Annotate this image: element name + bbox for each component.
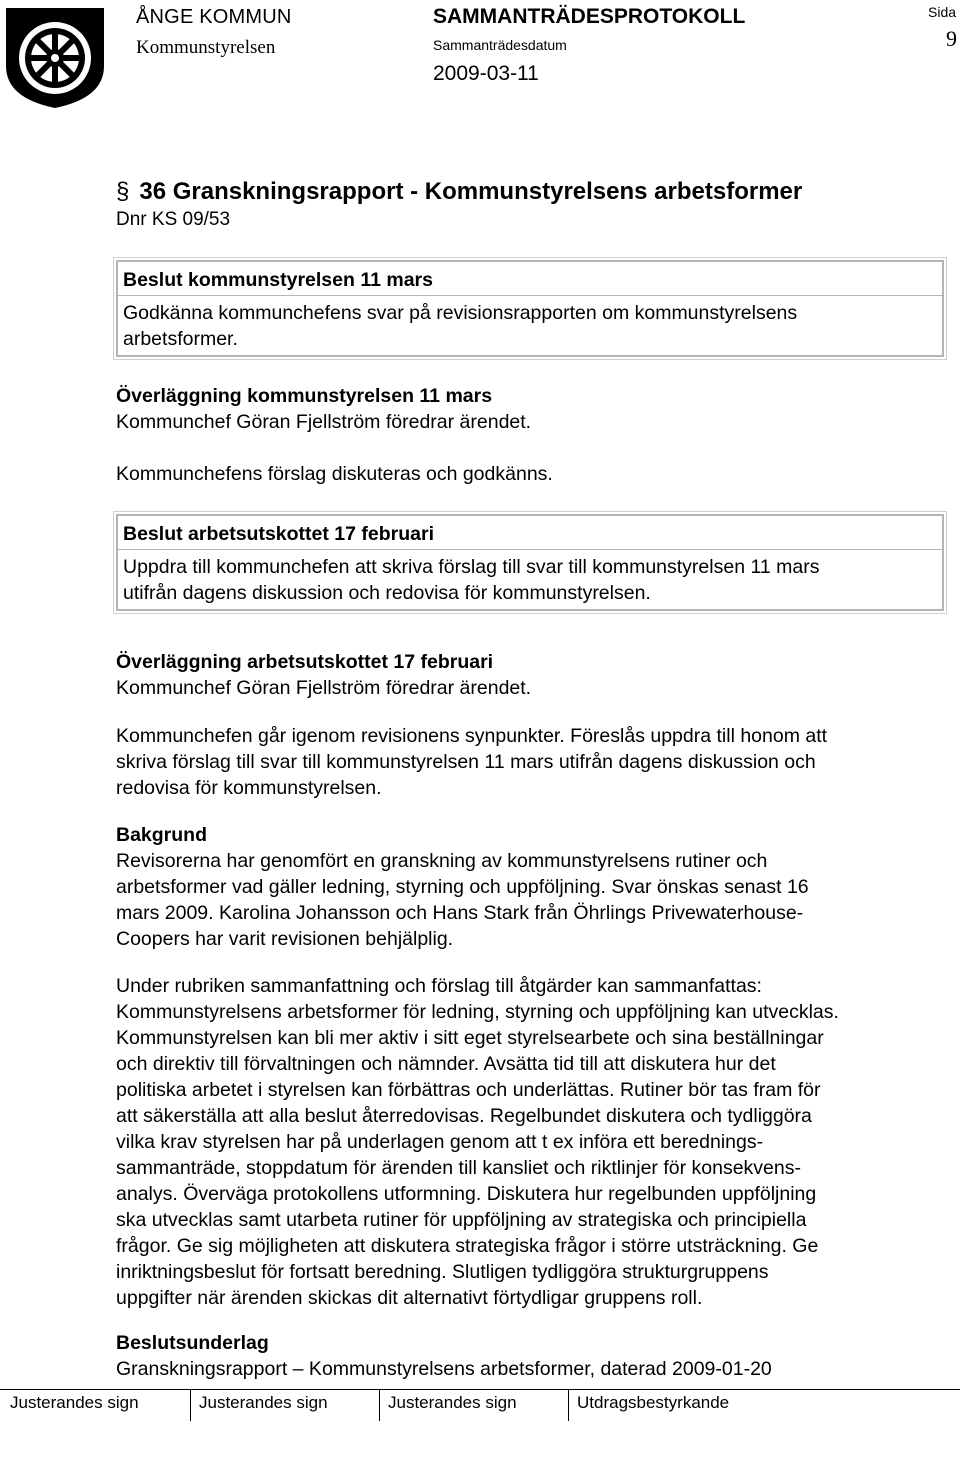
text-line: analys. Överväga protokollens utformning. Diskutera hur regelbunden uppföljning	[116, 1183, 817, 1205]
deliberation-au-heading: Överläggning arbetsutskottet 17 februari	[116, 651, 494, 673]
footer-certification: Utdragsbestyrkande	[577, 1393, 730, 1412]
text-line: redovisa för kommunstyrelsen.	[116, 777, 382, 799]
decision-ks-line: arbetsformer.	[123, 328, 238, 350]
footer-signature-1: Justerandes sign	[10, 1393, 139, 1412]
deliberation-ks-line: Kommunchef Göran Fjellström föredrar ärendet.	[116, 411, 532, 433]
decision-au-heading: Beslut arbetsutskottet 17 februari	[117, 515, 943, 550]
text-line: att säkerställa att alla beslut återredovisas. Regelbundet diskutera och tydliggöra	[116, 1105, 812, 1127]
municipal-coat-of-arms-icon	[2, 4, 108, 110]
date-label: Sammanträdesdatum	[433, 37, 567, 53]
decision-au-line: Uppdra till kommunchefen att skriva förslag till svar till kommunstyrelsen 11 mars	[123, 556, 820, 578]
footer-divider	[0, 1389, 960, 1390]
text-line: Kommunstyrelsen kan bli mer aktiv i sitt eget styrelsearbete och sina beställningar	[116, 1027, 824, 1049]
section-title	[116, 178, 802, 206]
deliberation-ks-heading: Överläggning kommunstyrelsen 11 mars	[116, 385, 493, 407]
background-paragraph	[116, 848, 809, 952]
text-line: frågor. Ge sig möjligheten att diskutera strategiska frågor i större utsträckning. Ge	[116, 1235, 819, 1257]
summary-paragraph	[116, 973, 839, 1311]
page-number: 9	[946, 26, 957, 51]
decision-basis-heading: Beslutsunderlag	[116, 1332, 269, 1354]
document-type: SAMMANTRÄDESPROTOKOLL	[433, 5, 746, 28]
organization-name: ÅNGE KOMMUN	[136, 6, 292, 28]
meeting-date: 2009-03-11	[433, 62, 539, 85]
text-line: politiska arbetet i styrelsen kan förbättras och underlättas. Rutiner bör tas fram för	[116, 1079, 821, 1101]
section-title-text: 36 Granskningsrapport - Kommunstyrelsens arbetsformer	[139, 178, 803, 205]
decision-ks-box	[116, 260, 944, 357]
footer-signature-3: Justerandes sign	[388, 1393, 517, 1412]
decision-au-box	[116, 514, 944, 611]
decision-au-body	[117, 550, 943, 610]
footer-column-divider	[568, 1389, 569, 1421]
decision-au-line: utifrån dagens diskussion och redovisa för kommunstyrelsen.	[123, 582, 651, 604]
text-line: mars 2009. Karolina Johansson och Hans Stark från Öhrlings Privewaterhouse-	[116, 902, 804, 924]
footer-signature-2: Justerandes sign	[199, 1393, 328, 1412]
deliberation-au-paragraph	[116, 723, 827, 801]
page-label: Sida	[928, 4, 957, 20]
text-line: sammanträde, stoppdatum för ärenden till kansliet och riktlinjer för konsekvens-	[116, 1157, 801, 1179]
decision-ks-line: Godkänna kommunchefens svar på revisionsrapporten om kommunstyrelsens	[123, 302, 798, 324]
paragraph-symbol: §	[116, 178, 130, 205]
decision-ks-body	[117, 296, 943, 356]
text-line: arbetsformer vad gäller ledning, styrning och uppföljning. Svar önskas senast 16	[116, 876, 809, 898]
text-line: Kommunstyrelsens arbetsformer för ledning, styrning och uppföljning kan utvecklas.	[116, 1001, 839, 1023]
text-line: Kommunchefen går igenom revisionens synpunkter. Föreslås uppdra till honom att	[116, 725, 828, 747]
text-line: Revisorerna har genomfört en granskning av kommunstyrelsens rutiner och	[116, 850, 768, 872]
footer-column-divider	[379, 1389, 380, 1421]
deliberation-au-line: Kommunchef Göran Fjellström föredrar ärendet.	[116, 677, 532, 699]
footer-column-divider	[190, 1389, 191, 1421]
decision-ks-heading: Beslut kommunstyrelsen 11 mars	[117, 261, 943, 296]
text-line: och direktiv till förvaltningen och nämnder. Avsätta tid till att diskutera hur det	[116, 1053, 776, 1075]
background-heading: Bakgrund	[116, 824, 208, 846]
case-number: Dnr KS 09/53	[116, 209, 231, 230]
deliberation-ks-line: Kommunchefens förslag diskuteras och godkänns.	[116, 463, 553, 485]
department-name: Kommunstyrelsen	[136, 37, 276, 58]
text-line: skriva förslag till svar till kommunstyrelsen 11 mars utifrån dagens diskussion och	[116, 751, 816, 773]
text-line: vilka krav styrelsen har på underlagen genom att t ex införa ett berednings-	[116, 1131, 764, 1153]
text-line: inriktningsbeslut för fortsatt beredning. Slutligen tydliggöra strukturgruppens	[116, 1261, 769, 1283]
decision-basis-line: Granskningsrapport – Kommunstyrelsens arbetsformer, daterad 2009-01-20	[116, 1358, 772, 1380]
text-line: uppgifter när ärenden skickas dit alternativt förtydligar gruppens roll.	[116, 1287, 703, 1309]
text-line: Under rubriken sammanfattning och förslag till åtgärder kan sammanfattas:	[116, 975, 762, 997]
text-line: ska utvecklas samt utarbeta rutiner för uppföljning av strategiska och principiella	[116, 1209, 807, 1231]
text-line: Coopers har varit revisionen behjälplig.	[116, 928, 454, 950]
